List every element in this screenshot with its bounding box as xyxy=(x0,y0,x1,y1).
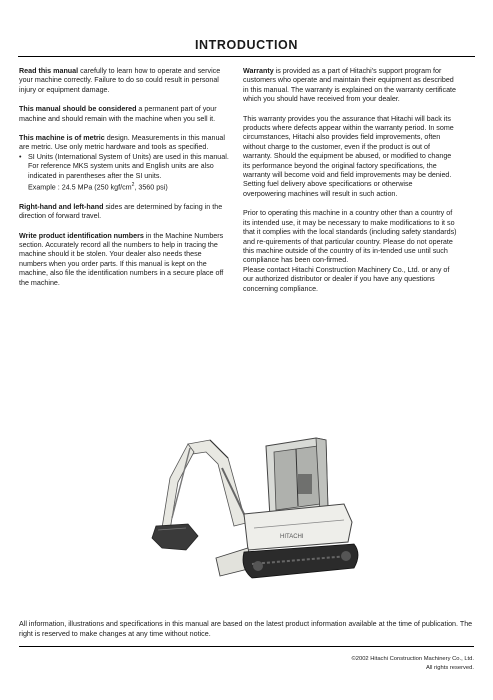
example-superscript: 2 xyxy=(131,182,135,189)
read-manual-text: carefully to learn how to operate and service your machine correctly. Failure to do so could result in personal injury or equipment damage. xyxy=(19,67,221,94)
bullet-dot: • xyxy=(19,152,22,161)
example-text-a: Example : 24.5 MPa (250 kgf/cm xyxy=(28,183,132,192)
identification-text: in the Machine Numbers section. Accurately record all the numbers to help in tracing the machine should it be stolen. Your dealer also needs these numbers when you order parts. If this manual is kept on the machine, also file the identification numbers in a secure place off the machine. xyxy=(19,231,224,287)
warranty-heading: Warranty xyxy=(243,67,274,75)
identification-paragraph xyxy=(19,232,231,288)
copyright-line: ©2002 Hitachi Construction Machinery Co., Ltd. xyxy=(351,656,474,662)
rights-line: All rights reserved. xyxy=(425,665,474,671)
assurance-paragraph: This warranty provides you the assurance that Hitachi will back its products where defects appear within the warranty period. In some circumstances, Hitachi also provides field improvements, often without charge to the customer, even if the product is out of warranty. Should the equipment be abused, or modified to change its performance beyond the original factory specifications, the warranty will become void and field improvements may be denied. Setting fuel delivery above specifications or otherwise overpowering machines will result in such action. xyxy=(243,114,454,198)
right-column xyxy=(243,67,457,294)
page-title: INTRODUCTION xyxy=(194,38,299,52)
left-column xyxy=(19,67,231,298)
permanent-part-paragraph xyxy=(19,105,231,124)
metric-heading: This machine is of metric xyxy=(19,134,105,143)
units-example-line xyxy=(28,181,231,193)
contact-paragraph: Please contact Hitachi Construction Machinery Co., Ltd. or any of our authorized distributor or dealer if you have any questions concerning compliance. xyxy=(243,265,450,293)
title-rule xyxy=(18,56,475,57)
read-manual-heading: Read this manual xyxy=(19,67,79,75)
right-left-paragraph xyxy=(19,203,231,222)
si-units-line: SI Units (International System of Units) are used in this manual. xyxy=(28,152,229,161)
compliance-paragraph: Prior to operating this machine in a country other than a country of its intended use, it may be necessary to make modifications to it so that it complies with the local standards (including safety standards) and re-quirements of that particular country. Please do not operate this machine outside of the country of its in-tended use until such compliance has been con-firmed. xyxy=(243,209,457,265)
si-units-bullet-body xyxy=(28,153,231,193)
copyright-block xyxy=(351,655,474,673)
example-text-b: , 3560 psi) xyxy=(134,183,168,192)
identification-heading: Write product identification numbers xyxy=(19,231,144,240)
mini-excavator-photo xyxy=(148,418,363,593)
permanent-part-heading: This manual should be considered xyxy=(19,105,137,114)
footer-rule xyxy=(19,646,474,647)
metric-paragraph xyxy=(19,134,231,153)
mks-units-line: For reference MKS system units and English units are also indicated in parentheses after the SI units. xyxy=(28,162,214,180)
footer-note: All information, illustrations and specifications in this manual are based on the latest product information available at the time of publication. The right is reserved to make changes at any time without notice. xyxy=(19,620,473,638)
metric-text: design. Measurements in this manual are metric. Use only metric hardware and tools as specified. xyxy=(19,134,225,152)
metric-section xyxy=(19,134,231,193)
svg-text:HITACHI: HITACHI xyxy=(280,534,304,540)
warranty-text: is provided as a part of Hitachi's support program for customers who operate and maintain their equipment as described in this manual. The warranty is explained on the warranty certificate which you should have received from your dealer. xyxy=(243,67,457,104)
right-left-heading: Right-hand and left-hand xyxy=(19,202,104,211)
permanent-part-text: a permanent part of your machine and should remain with the machine when you sell it. xyxy=(19,105,217,123)
si-units-bullet xyxy=(19,153,231,193)
warranty-paragraph xyxy=(243,67,457,105)
read-manual-paragraph xyxy=(19,67,231,95)
right-left-text: sides are determined by facing in the direction of forward travel. xyxy=(19,202,223,221)
